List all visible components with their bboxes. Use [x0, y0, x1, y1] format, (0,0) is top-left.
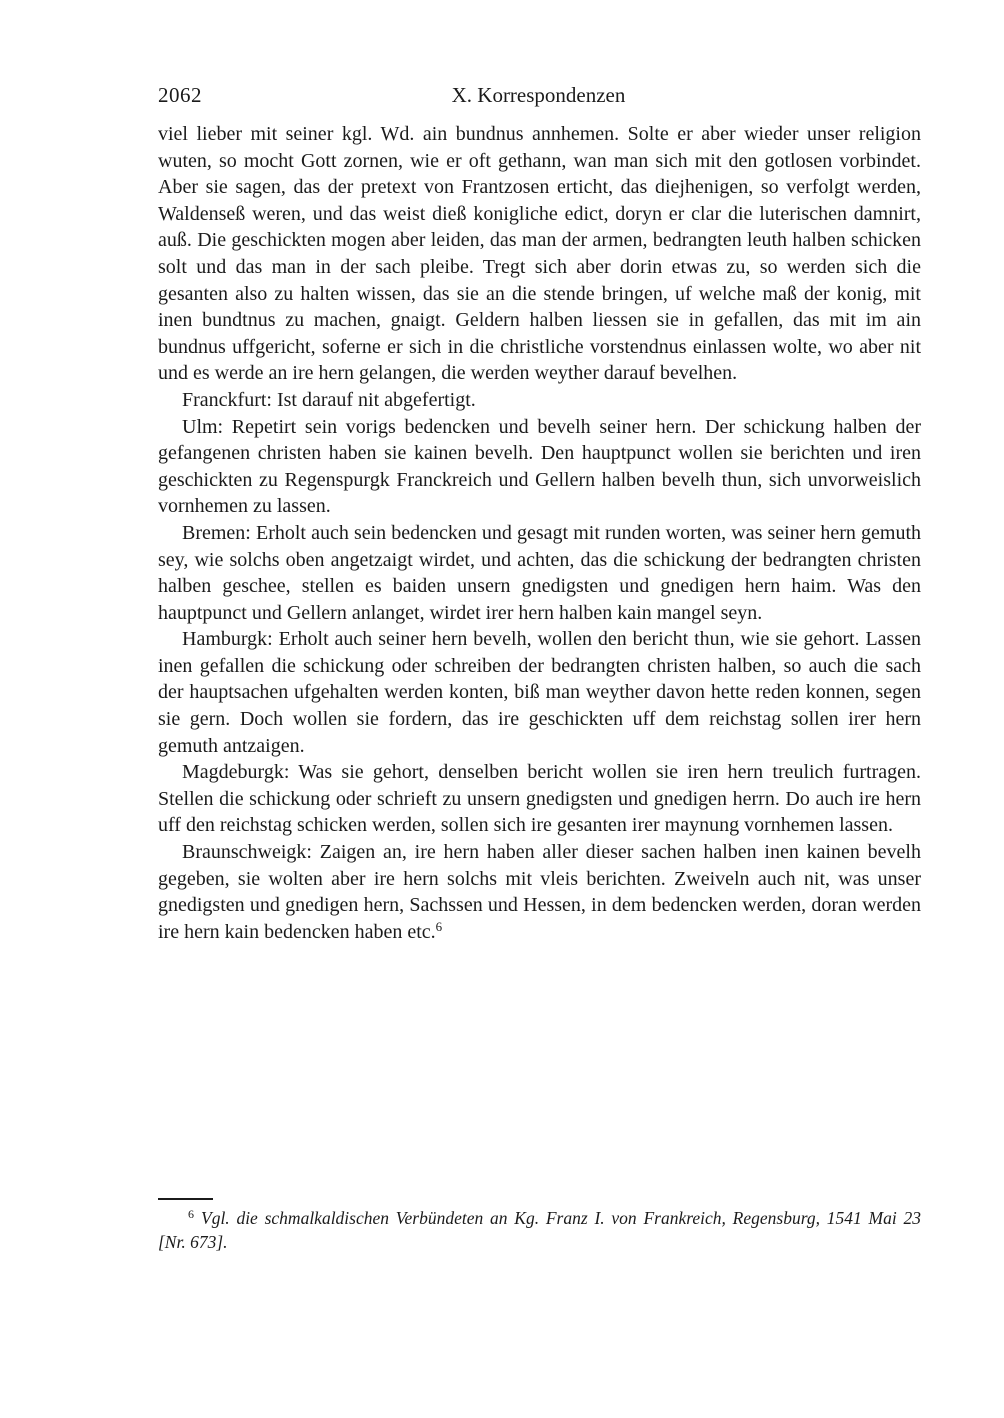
paragraph-text: Ulm: Repetirt sein vorigs bedencken und bevelh seiner hern. Der schickung halben der gefangenen christen haben sie kainen bevelh. Den hauptpunct wollen sie berichten und iren geschickten zu Regenspurgk Franckreich und Gellern halben bevelh thun, sich unvorweislich vornhemen zu lassen. [158, 415, 921, 518]
paragraph-text: Bremen: Erholt auch sein bedencken und gesagt mit runden worten, was seiner hern gemuth sey, wie solchs oben angetzaigt wirdet, und achten, das die schickung der bedrangten christen halben geschee, stellen es baiden unsern gnedigsten und gnedigen hern haim. Was den hauptpunct und Gellern anlanget, wirdet irer hern halben kain mangel seyn. [158, 521, 921, 624]
text-block [158, 82, 921, 945]
footnote-separator [158, 1198, 213, 1200]
body-paragraph [158, 520, 921, 626]
paragraph-text: Hamburgk: Erholt auch seiner hern bevelh, wollen den bericht thun, wie sie gehort. Lassen inen gefallen die schickung oder schreiben der bedrangten christen halben, so auch die sach der hauptsachen ufgehalten werden konten, biß man weyther davon hette reden konnen, segen sie gern. Doch wollen sie fordern, das ire geschickten uff dem reichstag sollen irer hern gemuth antzaigen. [158, 628, 921, 757]
body-text [158, 121, 921, 945]
footnote-marker: 6 [188, 1207, 194, 1221]
paragraph-text: Magdeburgk: Was sie gehort, denselben bericht wollen sie iren hern treulich furtragen. Stellen die schickung oder schrieft zu unsern gnedigsten und gnedigen herrn. Do auch ire hern uff den reichstag schicken werden, sollen sich ire gesanten irer maynung vornhemen lassen. [158, 761, 921, 837]
footnote-reference: 6 [435, 918, 443, 934]
body-paragraph [158, 626, 921, 759]
running-head-title: X. Korrespondenzen [451, 83, 626, 107]
body-paragraph [158, 121, 921, 387]
footnote-block [158, 1198, 921, 1254]
body-paragraph [158, 839, 921, 945]
paragraph-text: Braunschweigk: Zaigen an, ire hern haben aller dieser sachen halben inen kainen bevelh gegeben, sie wolten aber ire hern solchs mit vleis berichten. Zweiveln auch nit, was unser gnedigsten und gnedigen hern, Sachssen und Hessen, in dem bedencken werden, doran werden ire hern kain bedencken haben etc. [158, 841, 921, 943]
paragraph-text: viel lieber mit seiner kgl. Wd. ain bundnus annhemen. Solte er aber wieder unser religion wuten, so mocht Gott zornen, wie er oft gethann, wan man sich mit den gotlosen vorbindet. Aber sie sagen, das der pretext von Frantzosen erticht, das diejhenigen, so verfolgt werden, Waldenseß weren, und das weist dieß konigliche edict, doryn er clar die luterischen damnirt, auß. Die geschickten mogen aber leiden, das man der armen, bedrangten leuth halben schicken solt und das man in der sach pleibe. Tregt sich aber dorin etwas zu, so werden sich die gesanten also zu halten wissen, das sie an die stende bringen, uf welche maß der konig, mit inen bundtnus zu machen, gnaigt. Geldern halben liessen sie in gefallen, das mit im ain bundnus uffgericht, soferne er sich in die christliche vorstendnus einlassen wolte, wo aber nit und es werde an ire hern gelangen, die werden weyther darauf bevelhen. [158, 123, 921, 385]
running-header [158, 82, 921, 108]
footnote-text: Vgl. die schmalkaldischen Verbündeten an Kg. Franz I. von Frankreich, Regensburg, 1541 Mai 23 [Nr. 673]. [158, 1208, 921, 1252]
body-paragraph [158, 759, 921, 839]
body-paragraph [158, 414, 921, 520]
page-number: 2062 [158, 83, 202, 107]
body-paragraph [158, 387, 921, 414]
paragraph-text: Franckfurt: Ist darauf nit abgefertigt. [182, 388, 476, 411]
footnote [158, 1207, 921, 1254]
